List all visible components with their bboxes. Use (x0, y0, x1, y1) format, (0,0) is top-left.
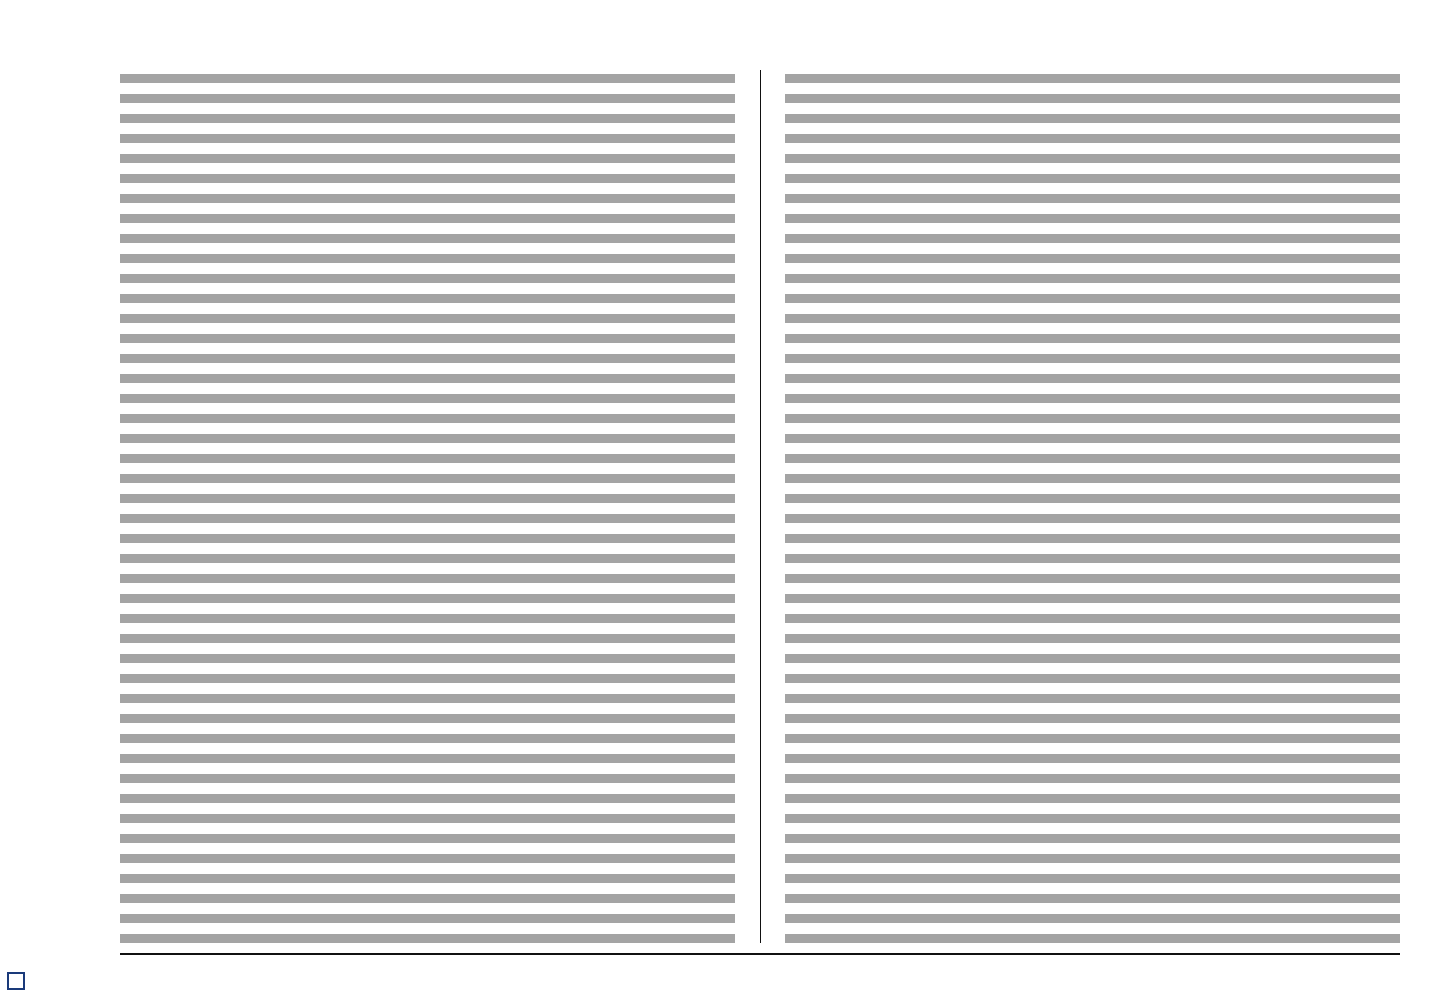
digitization-credit-note (6, 560, 26, 990)
page-header (120, 955, 1400, 995)
right-column (120, 70, 735, 943)
rotated-page-content (100, 60, 1420, 995)
header-rule (120, 953, 1400, 955)
column-divider (760, 70, 761, 943)
document-page (100, 60, 1420, 995)
funding-logo-icon (7, 972, 25, 990)
left-column (785, 70, 1400, 943)
